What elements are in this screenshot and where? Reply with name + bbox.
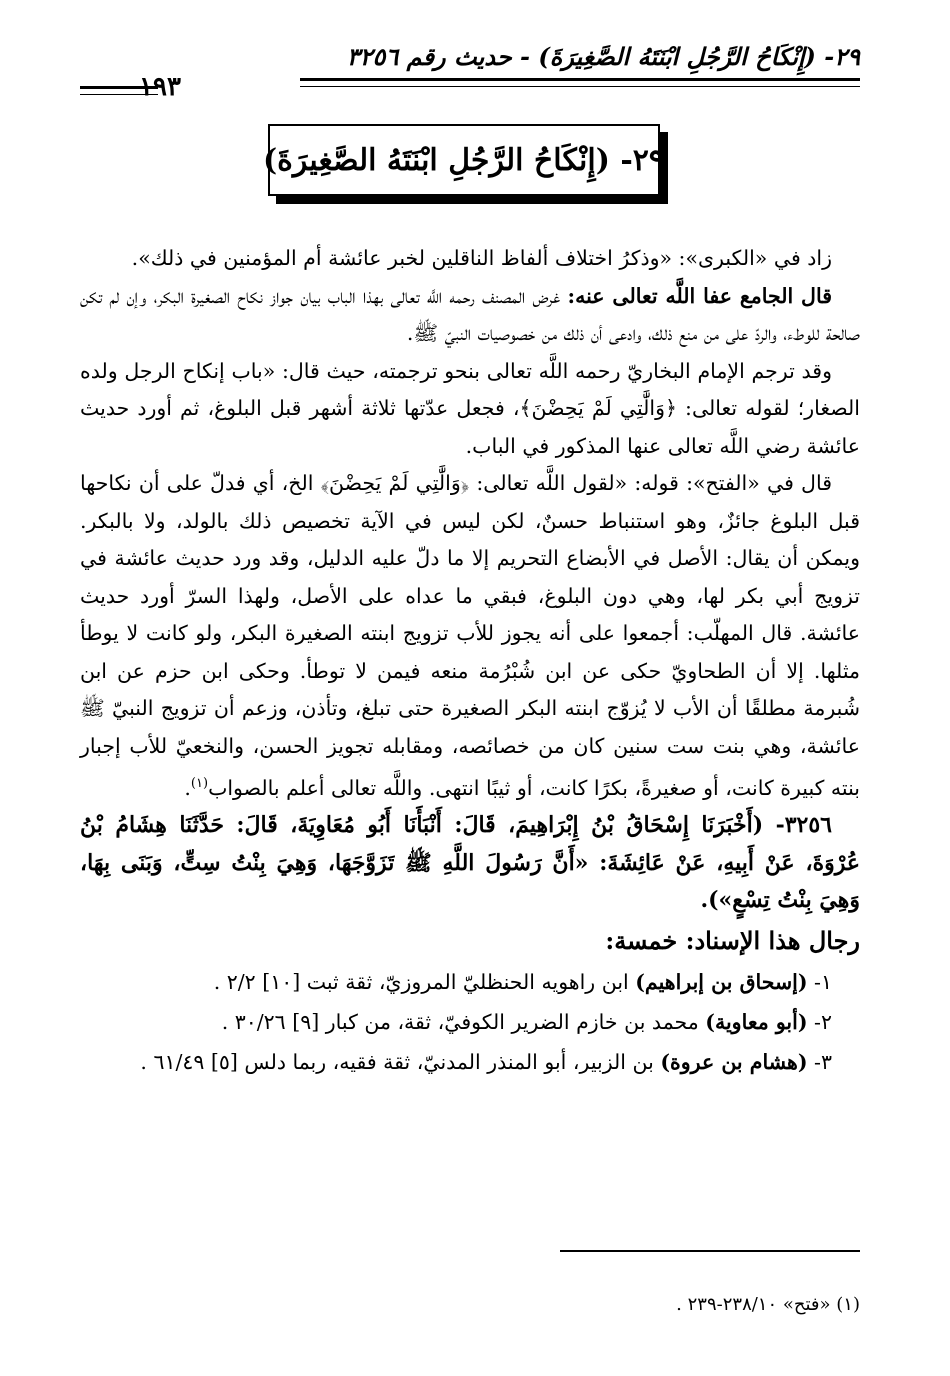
narrator-number: ١- [807,969,832,994]
narrator-item [80,1042,860,1082]
compiler-lead: قال الجامع عفا اللَّه تعالى عنه: [567,283,832,308]
chapter-title-box [262,124,668,202]
header-rule-thin [300,86,860,87]
paragraph-bukhari: وقد ترجم الإمام البخاريّ رحمه اللَّه تعالى بنحو ترجمته، حيث قال: «باب إنكاح الرجل ولده الصغار؛ لقوله تعالى: ﴿وَالَّٰتِي لَمْ يَحِضْنَ﴾، فجعل عدّتها ثلاثة أشهر قبل البلوغ، ثم أورد حديث عائشة رضي اللَّه تعالى عنها المذكور في الباب. [80,358,860,458]
footnote-reference[interactable]: (١) [190,776,209,791]
footnote: (١) «فتح» ٢٣٨/١٠-٢٣٩ . [676,1294,860,1315]
compiler-text: غرض المصنف رحمه اللَّه تعالى بهذا الباب بيان جواز نكاح الصغيرة البكر، وإن لم تكن صالحة للوطء، والردّ على من منع ذلك، وادعى أن ذلك من خصوصيات النبيّ ﷺ. [80,283,860,345]
narrator-number: ٣- [807,1049,832,1074]
chapter-box-frame [262,124,666,196]
paragraph-fath [80,465,860,807]
body-text [80,240,860,1082]
page-number-rule-thin [80,94,158,95]
narrator-item [80,962,860,1002]
running-header [80,42,860,102]
paragraph-kubra-note: زاد في «الكبرى»: «وذكرُ اختلاف ألفاظ الناقلين لخبر عائشة أم المؤمنين في ذلك». [131,246,832,270]
narrator-name: (إسحاق بن إبراهيم) [635,969,808,994]
narrator-detail: ابن راهويه الحنظليّ المروزيّ، ثقة ثبت [١٠] ٢/٢ . [213,969,636,994]
book-page [80,0,860,1376]
narrator-detail: بن الزبير، أبو المنذر المدنيّ، ثقة فقيه، ربما دلس [٥] ٦١/٤٩ . [140,1049,661,1074]
narrator-name: (أبو معاوية) [705,1009,808,1034]
page-number: ١٩٣ [139,72,181,102]
page-number-rule [80,86,158,89]
narrator-detail: محمد بن خازم الضرير الكوفيّ، ثقة، من كبار [٩] ٣٠/٢٦ . [221,1009,706,1034]
running-title: ٢٩- (إِنْكَاحُ الرَّجُلِ ابْنَتَهُ الصَّغِيرَةَ) - حديث رقم ٣٢٥٦ [346,42,860,71]
hadith-text: ٣٢٥٦- (أَخْبَرَنَا إِسْحَاقُ بْنُ إِبْرَاهِيمَ، قَالَ: أَنْبَأَنَا أَبُو مُعَاوِيَةَ، قَالَ: حَدَّثَنَا هِشَامُ بْنُ عُرْوَةَ، عَنْ أَبِيهِ، عَنْ عَائِشَةَ: «أَنَّ رَسُولَ اللَّهِ ﷺ تَزَوَّجَهَا، وَهِيَ بِنْتُ سِتٍّ، وَبَنَى بِهَا، وَهِيَ بِنْتُ تِسْعٍ»). [80,812,860,914]
fath-end: . [184,775,191,800]
narrator-name: (هشام بن عروة) [660,1049,808,1074]
chapter-title: ٢٩- (إِنْكَاحُ الرَّجُلِ ابْنَتَهُ الصَّغِيرَةَ) [262,142,666,178]
narrator-item [80,1002,860,1042]
narrator-number: ٢- [807,1009,832,1034]
header-rule [300,78,860,81]
paragraph-compiler-note [80,278,860,353]
fath-text: قال في «الفتح»: قوله: «لقول اللَّه تعالى: ﴿وَالَّٰتِي لَمْ يَحِضْنَ﴾ الخ، أي فدلّ على أن نكاحها قبل البلوغ جائزٌ، وهو استنباط حسنٌ، لكن ليس في الآية تخصيص ذلك بالولد، ولا بالبكر. ويمكن أن يقال: الأصل في الأبضاع التحريم إلا ما دلّ عليه الدليل، وقد ورد حديث عائشة في تزويج أبي بكر لها، وهي دون البلوغ، فبقي ما عداه على الأصل، ولهذا السرّ أورد حديث عائشة. قال المهلّب: أجمعوا على أنه يجوز للأب تزويج ابنته الصغيرة البكر، ولو كانت لا يوطأ مثلها. إلا أن الطحاويّ حكى عن ابن شُبْرُمة منعه فيمن لا توطأ. وحكى ابن حزم عن ابن شُبرمة مطلقًا أن الأب لا يُزوّج ابنته البكر الصغيرة حتى تبلغ، وتأذن، وزعم أن تزويج النبيّ ﷺ عائشة، وهي بنت ست سنين كان من خصائصه، ومقابله تجويز الحسن، والنخعيّ للأب إجبار بنته كبيرة كانت، أو صغيرةً، بكرًا كانت، أو ثيبًا انتهى. واللَّه تعالى أعلم بالصواب [80,471,860,800]
narrators-heading: رجال هذا الإسناد: خمسة: [605,925,860,955]
footnote-divider [560,1250,860,1252]
